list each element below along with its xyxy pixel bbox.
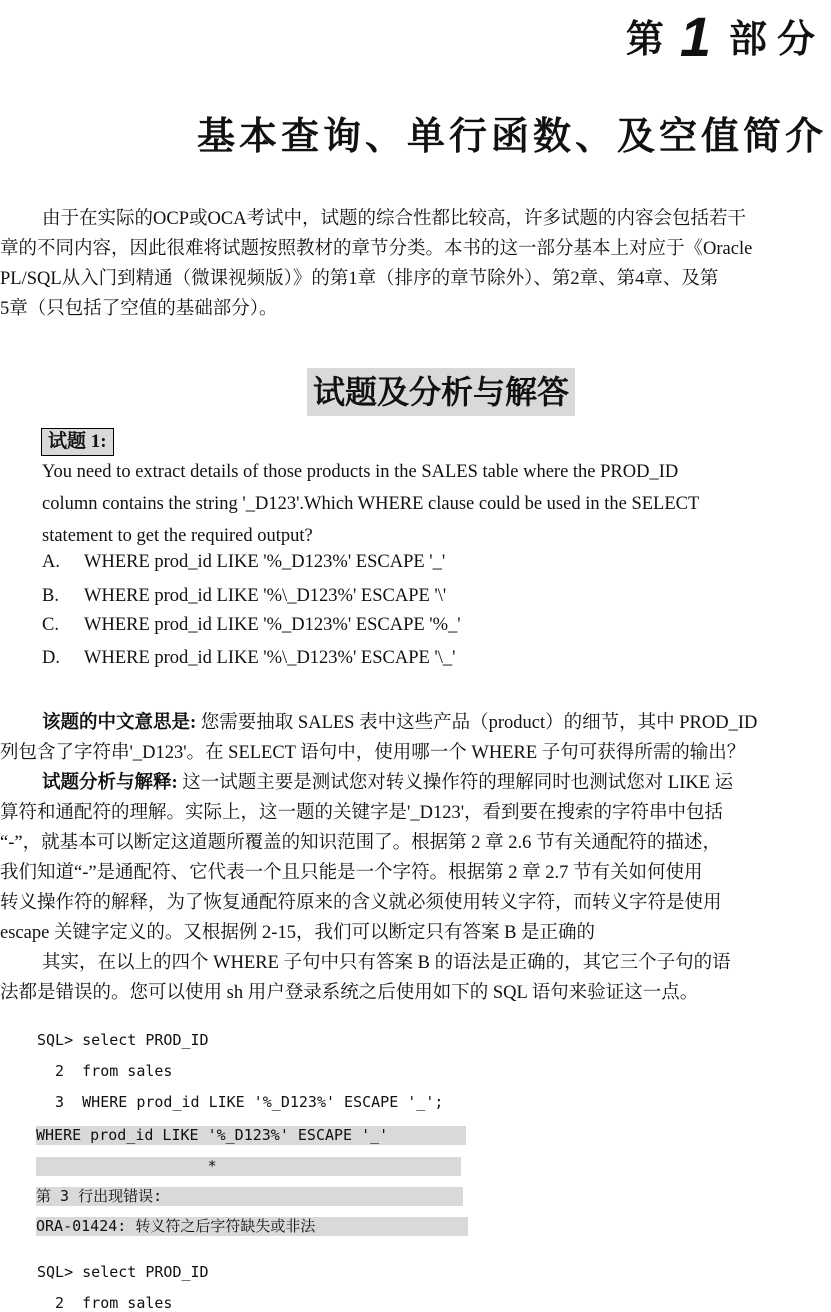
part-prefix: 第 <box>625 16 674 61</box>
analysis-line: 转义操作符的解释，为了恢复通配符原来的含义就必须使用转义字符，而转义字符是使用 <box>0 893 722 913</box>
option-letter: B. <box>42 586 59 606</box>
code-line: 3 WHERE prod_id LIKE '%_D123%' ESCAPE '_'; <box>37 1093 444 1111</box>
option-a <box>42 552 445 573</box>
analysis-line: 算符和通配符的理解。实际上，这一题的关键字是'_D123'，看到要在搜索的字符串中包括 <box>0 803 724 823</box>
option-d <box>42 648 455 669</box>
meaning-line <box>0 708 831 738</box>
option-text: WHERE prod_id LIKE '%\_D123%' ESCAPE '\_' <box>84 648 456 668</box>
meaning-text: 您需要抽取 SALES 表中这些产品（product）的细节，其中 PROD_ID <box>196 713 758 733</box>
section-heading: 试题及分析与解答 <box>307 368 575 416</box>
question-line: statement to get the required output? <box>42 526 313 546</box>
analysis-line <box>0 768 831 798</box>
intro-line: 章的不同内容，因此很难将试题按照教材的章节分类。本书的这一部分基本上对应于《Oracle <box>0 239 753 259</box>
conclusion-line: 法都是错误的。您可以使用 sh 用户登录系统之后使用如下的 SQL 语句来验证这一点。 <box>0 983 699 1003</box>
part-suffix: 部分 <box>728 16 825 61</box>
code-line: 2 from sales <box>37 1062 173 1080</box>
explanation-block <box>0 708 831 1008</box>
option-b <box>42 586 446 607</box>
code-line: 2 from sales <box>37 1294 173 1312</box>
intro-line: 5章（只包括了空值的基础部分）。 <box>0 299 278 319</box>
error-line: 第 3 行出现错误: <box>36 1187 463 1206</box>
option-letter: A. <box>42 552 60 572</box>
error-line: WHERE prod_id LIKE '%_D123%' ESCAPE '_' <box>36 1126 466 1145</box>
question-text <box>42 456 822 552</box>
option-letter: D. <box>42 648 60 668</box>
analysis-text: 这一试题主要是测试您对转义操作符的理解同时也测试您对 LIKE 运 <box>177 773 734 793</box>
meaning-line: 列包含了字符串'_D123'。在 SELECT 语句中，使用哪一个 WHERE 子句可获得所需的输出？ <box>0 743 746 763</box>
intro-line: PL/SQL从入门到精通（微课视频版）》的第1章（排序的章节除外）、第2章、第4章、及第 <box>0 269 719 289</box>
chapter-title: 基本查询、单行函数、及空值简介 <box>196 113 827 158</box>
analysis-line: “-”，就基本可以断定这道题所覆盖的知识范围了。根据第 2 章 2.6 节有关通配符的描述， <box>0 833 721 853</box>
option-letter: C. <box>42 615 59 635</box>
question-line: column contains the string '_D123'.Which WHERE clause could be used in the SELECT <box>42 494 700 514</box>
option-text: WHERE prod_id LIKE '%_D123%' ESCAPE '%_' <box>84 615 461 635</box>
part-number: 1 <box>679 5 711 68</box>
analysis-line: escape 关键字定义的。又根据例 2-15，我们可以断定只有答案 B 是正确的 <box>0 923 596 943</box>
analysis-label: 试题分析与解释: <box>42 773 178 793</box>
code-line: SQL> select PROD_ID <box>37 1263 209 1281</box>
question-label: 试题 1: <box>41 428 114 456</box>
part-title <box>626 4 825 69</box>
option-text: WHERE prod_id LIKE '%\_D123%' ESCAPE '\' <box>84 586 447 606</box>
error-pointer: * <box>36 1157 461 1176</box>
intro-paragraph <box>0 204 831 324</box>
question-line: You need to extract details of those products in the SALES table where the PROD_ID <box>42 462 679 482</box>
analysis-line: 我们知道“-”是通配符、它代表一个且只能是一个字符。根据第 2 章 2.7 节有关如何使用 <box>0 863 703 883</box>
conclusion-line: 其实，在以上的四个 WHERE 子句中只有答案 B 的语法是正确的，其它三个子句的语 <box>42 953 731 973</box>
meaning-label: 该题的中文意思是: <box>42 713 197 733</box>
intro-line: 由于在实际的OCP或OCA考试中，试题的综合性都比较高，许多试题的内容会包括若干 <box>42 209 747 229</box>
option-text: WHERE prod_id LIKE '%_D123%' ESCAPE '_' <box>84 552 446 572</box>
code-line: SQL> select PROD_ID <box>37 1031 209 1049</box>
option-c <box>42 615 461 636</box>
error-message: ORA-01424: 转义符之后字符缺失或非法 <box>36 1217 468 1236</box>
